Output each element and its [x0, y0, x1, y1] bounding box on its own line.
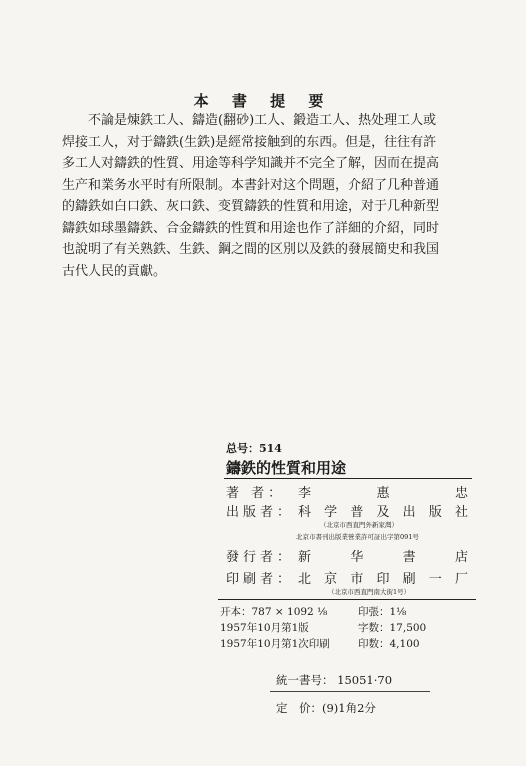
distributor-label: 發行者： [226, 550, 295, 565]
summary-line: 不論是煉鉄工人、鑄造(翻砂)工人、鍛造工人、热处理工人或 [88, 113, 437, 128]
summary-line: 焊接工人，对于鑄鉄(生鉄)是經常接触到的东西。但是，往往有許 [62, 134, 437, 150]
specs-top-rule [218, 599, 476, 600]
summary-line: 鑄鉄如球墨鑄鉄、合金鑄鉄的性質和用途也作了詳細的介紹，同时 [62, 220, 440, 236]
sheets-spec: 印張：1⅛ [358, 606, 407, 618]
colophon-top-rule [224, 478, 472, 479]
author-label: 著 者： [226, 486, 286, 501]
printer-name: 北 京 市 印 刷 一 厂 [298, 572, 468, 587]
book-title: 鑄鉄的性質和用途 [226, 459, 347, 477]
publisher-address: （北京市西直門外新家灣） [320, 521, 398, 529]
summary-line: 也說明了有关熟鉄、生鉄、鋼之間的区別以及鉄的發展簡史和我国 [62, 242, 440, 257]
summary-line: 多工人对鑄鉄的性質、用途等科学知識并不完全了解，因而在提高 [62, 156, 440, 171]
summary-line: 生产和業务水平时有所限制。本書針对这个問題，介紹了几种普通 [62, 177, 440, 193]
copies-spec: 印数：4,100 [358, 638, 420, 650]
author-row [226, 482, 468, 502]
edition-spec: 1957年10月第1版 [220, 622, 309, 634]
summary-body [62, 110, 468, 282]
catalog-number: 总号：514 [226, 442, 282, 455]
summary-title: 本 書 提 要 [193, 92, 333, 110]
printer-label: 印刷者： [226, 572, 295, 587]
publisher-row [226, 501, 468, 521]
price-rule [270, 691, 430, 692]
summary-line: 的鑄鉄如白口鉄、灰口鉄、变質鑄鉄的性質和用途，对于几种新型 [62, 199, 440, 214]
printer-row [226, 568, 468, 588]
unified-book-number: 統一書号： 15051·70 [276, 673, 393, 687]
publisher-license: 北京市書刊出版業營業許可証出字第091号 [296, 533, 419, 541]
word-count-spec: 字数：17,500 [358, 622, 427, 634]
distributor-row [226, 546, 468, 566]
printing-spec: 1957年10月第1次印刷 [220, 638, 330, 650]
distributor-name: 新 华 書 店 [298, 550, 468, 565]
author-name: 李 惠 忠 [298, 486, 468, 501]
price: 定 价：(9)1角2分 [276, 701, 376, 715]
publisher-label: 出版者： [226, 505, 295, 520]
summary-line: 古代人民的貢獻。 [62, 263, 167, 279]
printer-address: （北京市西直門南大街1号） [328, 588, 411, 596]
format-spec: 开本：787 × 1092 ⅛ [220, 606, 328, 618]
publisher-name: 科 学 普 及 出 版 社 [298, 505, 468, 520]
